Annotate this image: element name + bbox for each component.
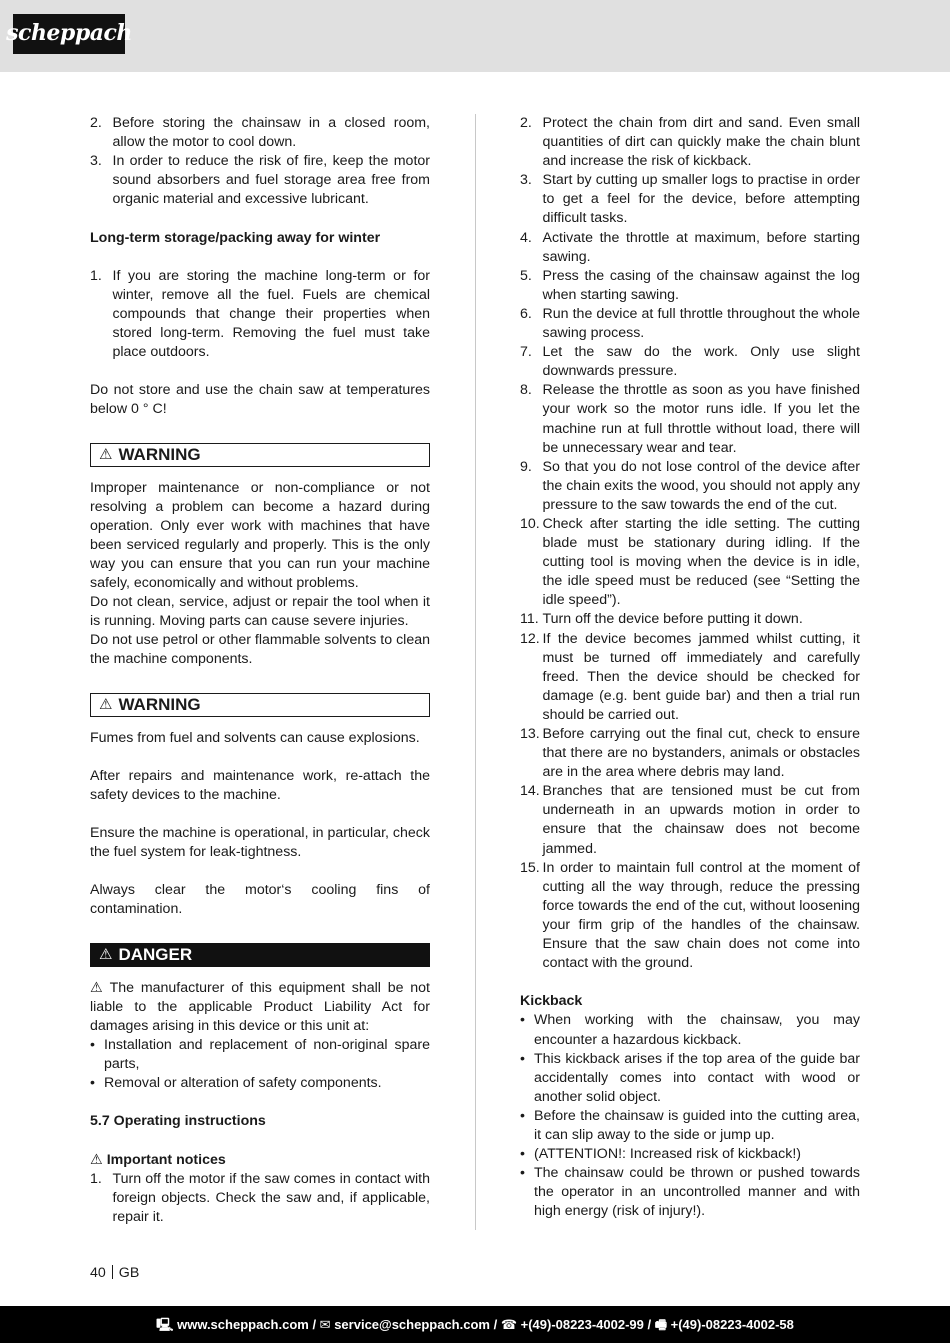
danger-triangle-icon: ⚠ (99, 946, 113, 964)
phone-icon: ☎ (500, 1316, 518, 1332)
list-item: 12. If the device becomes jammed whilst cutting, it must be turned off immediately and carefully freed. Then the device should be checked for damage (e.g. bent guide bar) and then a trial run should be carried out. (520, 630, 860, 723)
storage-list (90, 114, 430, 209)
list-item: • The chainsaw could be thrown or pushed towards the operator in an uncontrolled manner and with high energy (risk of injury!). (520, 1165, 860, 1220)
warning-text: Fumes from fuel and solvents can cause explosions. (90, 729, 420, 746)
list-item: 7. Let the saw do the work. Only use slight downwards pressure. (520, 344, 860, 380)
temperature-note: Do not store and use the chain saw at temperatures below 0 ° C! (90, 382, 430, 418)
warning-triangle-icon: ⚠ (90, 1151, 103, 1168)
important-heading: ⚠ Important notices (90, 1151, 226, 1168)
warning-text: Do not use petrol or other flammable solvents to clean the machine components. (90, 632, 430, 668)
list-item: 11. Turn off the device before putting it down. (520, 611, 803, 628)
left-column (90, 114, 430, 1227)
kickback-heading: Kickback (520, 993, 583, 1010)
list-item: • Before the chainsaw is guided into the cutting area, it can slip away to the side or jump up. (520, 1107, 860, 1143)
list-item: 2. Protect the chain from dirt and sand. Even small quantities of dirt can quickly make the chain blunt and increase the risk of kickback. (520, 115, 860, 170)
page-footer: 🖳 www.scheppach.com / ✉ service@scheppach.com / ☎ +(49)-08223-4002-99 / 🖷 +(49)-08223-4002-58 (0, 1306, 950, 1343)
mail-icon: ✉ (319, 1316, 331, 1332)
list-item: • Installation and replacement of non-original spare parts, (90, 1036, 430, 1073)
right-column (520, 114, 860, 1221)
list-item: 14. Branches that are tensioned must be cut from underneath in an upwards motion in order to ensure that the chainsaw does not become jammed. (520, 783, 860, 857)
list-item: 3. Start by cutting up smaller logs to practise in order to get a feel for the device, before attempting difficult tasks. (520, 172, 860, 227)
list-item: 9. So that you do not lose control of the device after the chain exits the wood, you should not apply any pressure to the saw towards the end of the cut. (520, 458, 860, 513)
operating-list (520, 114, 860, 973)
warning-box: ⚠ WARNING (90, 693, 430, 717)
warning-box: ⚠ WARNING (90, 443, 430, 467)
list-item: • This kickback arises if the top area of the guide bar accidentally comes into contact with wood or another solid object. (520, 1050, 860, 1105)
notices-list (90, 1170, 430, 1227)
list-item: 13. Before carrying out the final cut, check to ensure that there are no bystanders, animals or obstacles are in the area where debris may land. (520, 726, 860, 781)
scheppach-logo: scheppach (13, 14, 125, 54)
fax-icon: 🖷 (654, 1316, 667, 1332)
list-item: • When working with the chainsaw, you may encounter a hazardous kickback. (520, 1012, 860, 1048)
warning-text: Improper maintenance or non-compliance or not resolving a problem can become a hazard during operation. Only ever work with machines that have been serviced regularly and properly. This is the only way you can ensure that you can run your machine safely, economically and without problems. (90, 479, 430, 592)
list-item: 15. In order to maintain full control at the moment of cutting all the way through, reduce the pressing force towards the end of the cut, without loosening your firm grip of the handles of the chainsaw. Ensure that the saw chain does not come into contact with the ground. (520, 859, 860, 972)
repairs-note: After repairs and maintenance work, re-attach the safety devices to the machine. (90, 767, 430, 803)
section-heading: 5.7 Operating instructions (90, 1113, 266, 1130)
danger-list (90, 1036, 430, 1093)
list-item: 5. Press the casing of the chainsaw against the log when starting sawing. (520, 267, 860, 303)
page-number: 40 GB (90, 1265, 140, 1281)
warning-triangle-icon: ⚠ (99, 446, 113, 464)
computer-icon: 🖳 (156, 1316, 174, 1332)
list-item: 6. Run the device at full throttle throughout the whole sawing process. (520, 305, 860, 342)
danger-box: ⚠ DANGER (90, 943, 430, 967)
list-item: 2. Before storing the chainsaw in a closed room, allow the motor to cool down. (90, 115, 430, 151)
warning-text: Do not clean, service, adjust or repair the tool when it is running. Moving parts can cause severe injuries. (90, 594, 430, 630)
cooling-note: Always clear the motor‘s cooling fins of contamination. (90, 882, 430, 918)
operational-note: Ensure the machine is operational, in particular, check the fuel system for leak-tightness. (90, 825, 430, 861)
list-item: • Removal or alteration of safety components. (90, 1075, 382, 1092)
website-link[interactable]: www.scheppach.com (177, 1316, 309, 1332)
fax-number: +(49)-08223-4002-58 (670, 1316, 794, 1332)
list-item: 8. Release the throttle as soon as you have finished your work so the motor runs idle. If you let the machine run at full throttle without load, there will be unnecessary wear and tear. (520, 382, 860, 456)
list-item: 1. If you are storing the machine long-term or for winter, remove all the fuel. Fuels are chemical compounds that change their properties when stored long-term. Removing the fuel must take place outdoors. (90, 267, 430, 361)
list-item: 3. In order to reduce the risk of fire, keep the motor sound absorbers and fuel storage area free from organic material and excessive lubricant. (90, 153, 430, 208)
warning-triangle-icon: ⚠ (99, 696, 113, 714)
long-term-list (90, 267, 430, 362)
list-item: 4. Activate the throttle at maximum, before starting sawing. (520, 229, 860, 265)
list-item: 1. Turn off the motor if the saw comes in contact with foreign objects. Check the saw and, if applicable, repair it. (90, 1170, 430, 1225)
danger-text: ⚠ The manufacturer of this equipment shall be not liable to the applicable Product Liability Act for damages arising in this device or this unit at: (90, 979, 430, 1034)
list-item: 10. Check after starting the idle setting. The cutting blade must be stationary during idling. If the cutting tool is moving when the device is in idle, the idle speed must be reduced (see “Setting the idle speed”). (520, 515, 860, 609)
phone-number: +(49)-08223-4002-99 (520, 1316, 644, 1332)
list-item: • (ATTENTION!: Increased risk of kickback!) (520, 1146, 801, 1163)
email-link[interactable]: service@scheppach.com (334, 1316, 490, 1332)
page-header (0, 0, 950, 72)
warning-triangle-icon: ⚠ (90, 979, 106, 996)
storage-heading: Long-term storage/packing away for winter (90, 229, 381, 246)
kickback-list (520, 1011, 860, 1221)
column-divider (475, 114, 476, 1230)
